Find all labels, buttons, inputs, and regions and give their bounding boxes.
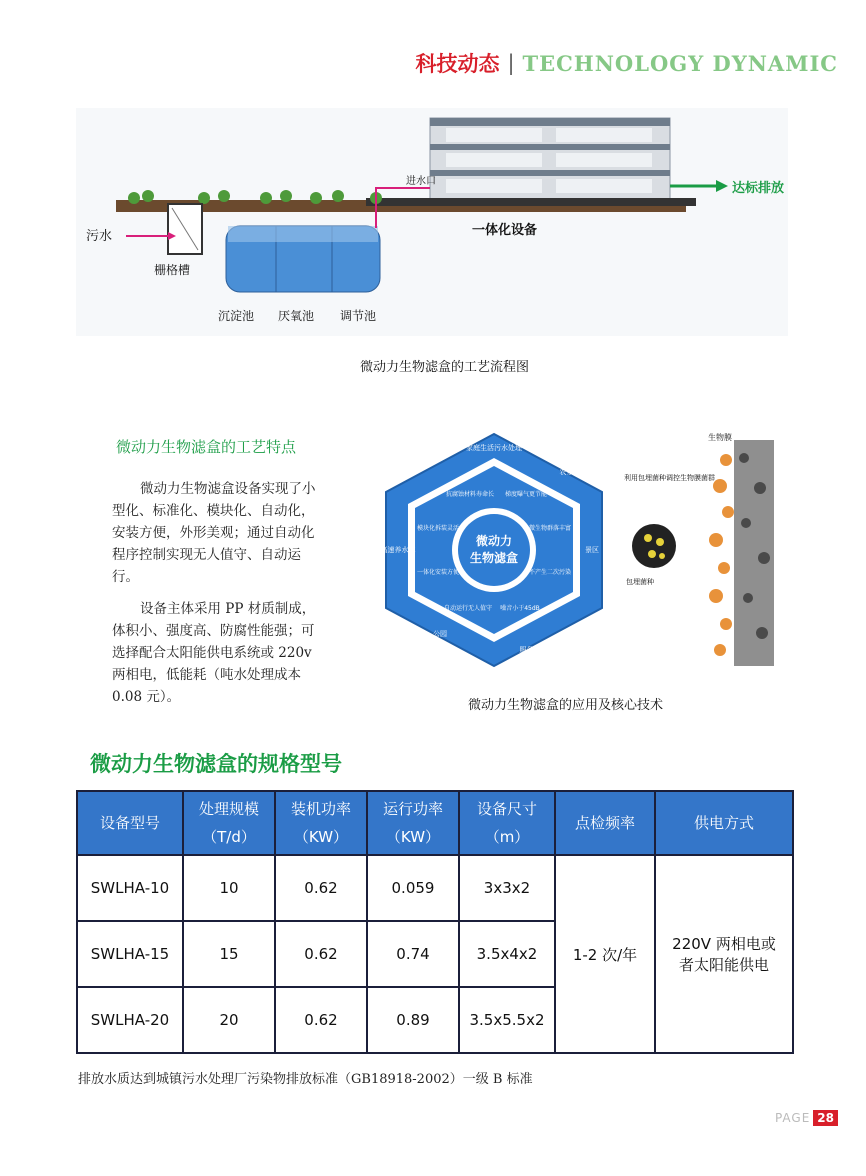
label-biofilm-control: 利用包埋菌种调控生物膜菌群 — [624, 474, 715, 482]
hexagon-inner-2: 梯度曝气更节能 — [504, 491, 548, 498]
hexagon-center-line-2: 生物滤盒 — [469, 551, 519, 565]
label-biofilm: 生物膜 — [708, 433, 732, 442]
header-power-supply: 供电方式 — [655, 791, 793, 855]
process-flow-diagram — [76, 108, 788, 336]
label-inlet: 进水口 — [406, 176, 436, 187]
hexagon-outer-3: 景区 — [585, 546, 599, 554]
cell-size: 3x3x2 — [459, 855, 555, 921]
page-header — [415, 48, 838, 78]
spec-table-header-row — [77, 791, 793, 855]
spec-table — [76, 790, 794, 1054]
cell-size: 3.5x5.5x2 — [459, 987, 555, 1053]
equipment-base — [366, 198, 696, 206]
page-number: 28 — [813, 1110, 838, 1126]
page-label: PAGE — [774, 1111, 811, 1125]
standard-note: 排放水质达到城镇污水处理厂污染物排放标准（GB18918-2002）一级 B 标准 — [78, 1072, 533, 1087]
cell-running-power: 0.059 — [367, 855, 459, 921]
cell-running-power: 0.74 — [367, 921, 459, 987]
cell-power-supply: 220V 两相电或 者太阳能供电 — [655, 855, 793, 1053]
header-capacity: 处理规模 （T/d） — [183, 791, 275, 855]
header-running-power: 运行功率 （KW） — [367, 791, 459, 855]
cell-installed-power: 0.62 — [275, 855, 367, 921]
label-sedimentation: 沉淀池 — [218, 309, 255, 323]
hexagon-inner-1: 抗腐蚀材料寿命长 — [445, 491, 495, 498]
hexagon-outer-4: 服务区 — [519, 646, 541, 654]
label-discharge: 达标排放 — [732, 181, 785, 196]
label-wastewater: 污水 — [86, 229, 113, 244]
features-title: 微动力生物滤盒的工艺特点 — [116, 438, 297, 456]
cell-installed-power: 0.62 — [275, 921, 367, 987]
spec-table-title: 微动力生物滤盒的规格型号 — [90, 752, 342, 776]
hexagon-outer-6: 高速养水体 — [380, 546, 416, 554]
label-integrated-equipment: 一体化设备 — [472, 223, 538, 238]
cell-model: SWLHA-15 — [77, 921, 183, 987]
label-regulating: 调节池 — [340, 309, 377, 323]
hexagon-outer-1: 家庭生活污水处理 — [466, 444, 522, 452]
flow-diagram-caption: 微动力生物滤盒的工艺流程图 — [360, 360, 530, 375]
hexagon-outer-5: 公园 — [433, 630, 447, 638]
hexagon-diagram — [380, 430, 608, 670]
hexagon-center-line-1: 微动力 — [475, 534, 513, 548]
hexagon-inner-3: 微生物群落丰富 — [528, 525, 572, 532]
hexagon-inner-7: 一体化安装方便 — [416, 569, 460, 576]
header-title-cn: 科技动态 — [415, 51, 500, 76]
process-flow-svg — [76, 108, 788, 336]
header-model: 设备型号 — [77, 791, 183, 855]
hexagon-inner-6: 自动运行无人值守 — [443, 605, 493, 612]
table-row — [77, 855, 793, 921]
biofilm-diagram — [616, 428, 776, 668]
bacteria-cluster — [709, 454, 734, 656]
hexagon-inner-5: 噪音小于45dB — [500, 605, 540, 612]
hexagon-center — [458, 514, 530, 586]
cell-running-power: 0.89 — [367, 987, 459, 1053]
hexagon-inner-4: 不产生二次污染 — [528, 569, 572, 576]
cell-check-frequency: 1-2 次/年 — [555, 855, 655, 1053]
cell-capacity: 20 — [183, 987, 275, 1053]
hexagon-caption: 微动力生物滤盒的应用及核心技术 — [468, 698, 664, 713]
header-size: 设备尺寸 （m） — [459, 791, 555, 855]
cell-model: SWLHA-10 — [77, 855, 183, 921]
features-paragraph-1: 微动力生物滤盒设备实现了小型化、标准化、模块化、自动化，安装方便，外形美观；通过自动化程序控制实现无人值守、自动运行。 — [112, 481, 316, 585]
label-anaerobic: 厌氧池 — [278, 309, 315, 323]
biofilm-substrate — [734, 440, 774, 666]
header-separator: | — [507, 51, 515, 75]
embedded-bacteria-icon — [632, 524, 676, 568]
features-paragraph-2: 设备主体采用 PP 材质制成，体积小、强度高、防腐性能强；可选择配合太阳能供电系统或 220v 两相电，低能耗（吨水处理成本 0.08 元）。 — [112, 601, 316, 705]
integrated-equipment-image — [430, 118, 670, 200]
header-title-en: TECHNOLOGY DYNAMIC — [522, 50, 838, 76]
label-grille-tank: 栅格槽 — [154, 263, 191, 277]
cell-model: SWLHA-20 — [77, 987, 183, 1053]
header-check-frequency: 点检频率 — [555, 791, 655, 855]
cell-size: 3.5x4x2 — [459, 921, 555, 987]
cell-installed-power: 0.62 — [275, 987, 367, 1053]
page-footer — [775, 1110, 838, 1126]
label-embedded-bacteria: 包埋菌种 — [626, 578, 654, 586]
cell-capacity: 10 — [183, 855, 275, 921]
header-installed-power: 装机功率 （KW） — [275, 791, 367, 855]
hexagon-inner-8: 模块化拆装灵活 — [416, 525, 460, 532]
hexagon-outer-2: 农家乐 — [559, 468, 581, 476]
cell-capacity: 15 — [183, 921, 275, 987]
